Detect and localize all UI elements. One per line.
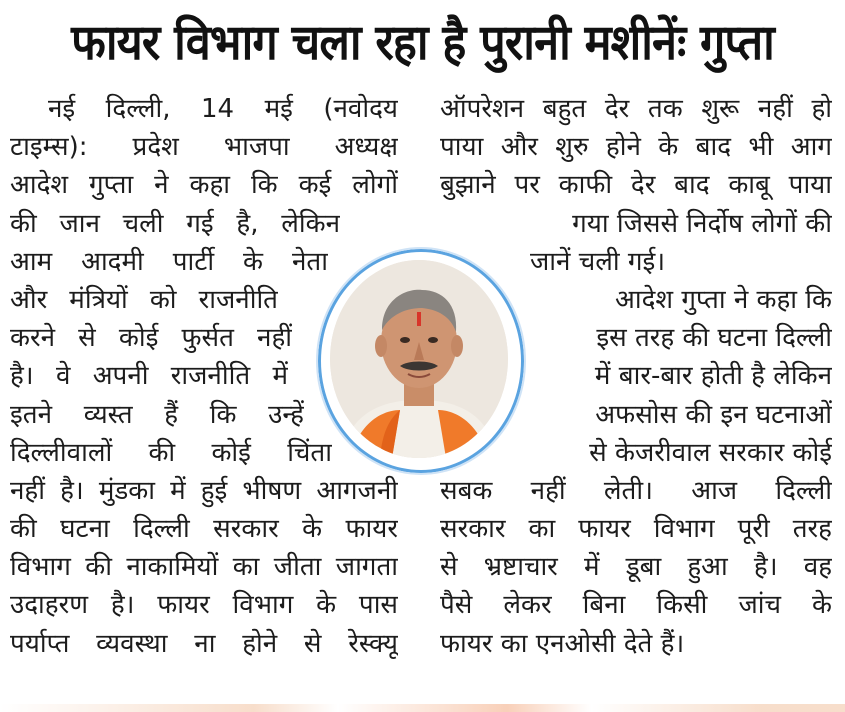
text-line: सरकार का फायर विभाग पूरी तरह	[440, 514, 832, 545]
text-line: पर्याप्त व्यवस्था ना होने से रेस्क्यू	[10, 628, 398, 659]
text-line: सबक नहीं लेती। आज दिल्ली	[440, 475, 832, 506]
text-line: में बार-बार होती है लेकिन	[594, 361, 832, 392]
text-line: नई दिल्ली, 14 मई (नवोदय	[48, 94, 398, 124]
text-line: की घटना दिल्ली सरकार के फायर	[10, 514, 398, 545]
portrait-illustration	[330, 260, 508, 458]
text-line: इस तरह की घटना दिल्ली	[596, 323, 832, 354]
text-line: इतने व्यस्त हैं कि उन्हें	[10, 399, 304, 430]
text-line: से भ्रष्टाचार में डूबा हुआ है। वह	[440, 552, 832, 583]
text-line: विभाग की नाकामियों का जीता जागता	[10, 552, 398, 583]
text-line: ऑपरेशन बहुत देर तक शुरू नहीं हो	[440, 94, 832, 124]
text-line: आदेश गुप्ता ने कहा कि कई लोगों	[10, 170, 398, 201]
text-line: नहीं है। मुंडका में हुई भीषण आगजनी	[10, 475, 398, 506]
text-line: अफसोस की इन घटनाओं	[595, 399, 832, 430]
text-line: गया जिससे निर्दोष लोगों की	[572, 208, 832, 239]
text-line: आदेश गुप्ता ने कहा कि	[615, 284, 832, 315]
text-line: टाइम्स): प्रदेश भाजपा अध्यक्ष	[10, 132, 398, 163]
headline: फायर विभाग चला रहा है पुरानी मशीनेंः गुप्ता	[71, 14, 774, 71]
text-line: है। वे अपनी राजनीति में	[10, 361, 288, 392]
text-line: की जान चली गई है, लेकिन	[10, 208, 340, 239]
text-line: दिल्लीवालों की कोई चिंता	[10, 437, 332, 468]
text-line: और मंत्रियों को राजनीति	[10, 284, 278, 315]
portrait-photo	[330, 260, 508, 458]
bottom-decoration	[0, 704, 845, 712]
text-line: फायर का एनओसी देते हैं।	[440, 628, 685, 659]
text-line: आम आदमी पार्टी के नेता	[10, 246, 328, 277]
text-line: करने से कोई फुर्सत नहीं	[10, 323, 292, 354]
text-line: बुझाने पर काफी देर बाद काबू पाया	[440, 170, 832, 201]
text-line: जानें चली गई।	[530, 246, 666, 277]
text-line: उदाहरण है। फायर विभाग के पास	[10, 590, 398, 621]
text-line: पाया और शुरु होने के बाद भी आग	[440, 132, 832, 163]
text-line: से केजरीवाल सरकार कोई	[589, 437, 832, 468]
text-line: पैसे लेकर बिना किसी जांच के	[440, 590, 832, 621]
